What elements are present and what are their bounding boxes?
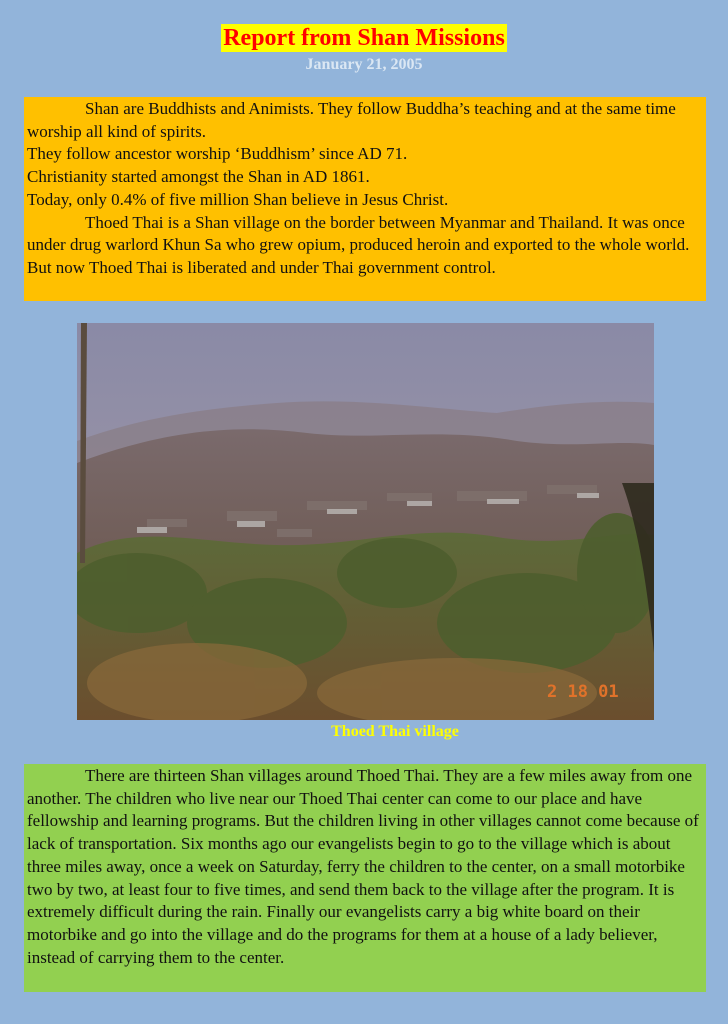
intro-paragraph: Thoed Thai is a Shan village on the border between Myanmar and Thailand. It was once under drug warlord Khun Sa who grew opium, produced heroin and exported to the whole world. But now Thoed Thai is liberated and under Thai government control. — [27, 212, 690, 277]
report-date: January 21, 2005 — [305, 56, 423, 73]
photo-date-stamp: 2 18 01 — [547, 682, 619, 702]
body-paragraph: There are thirteen Shan villages around Thoed Thai. They are a few miles away from one another. The children who live near our Thoed Thai center can come to our place and have fellowship and learning programs. But the children living in other villages cannot come because of lack of transportation. Six months ago our evangelists begin to go to the village which is about three miles away, once a week on Saturday, ferry the children to the center, on a small motorbike two by two, at least four to five times, and send them back to the village after the program. It is extremely difficult during the rain. Finally our evangelists carry a big white board on their motorbike and go into the village and do the programs for them at a house of a lady believer, instead of carrying them to the center. — [27, 766, 699, 967]
intro-paragraph: Christianity started amongst the Shan in AD 1861. — [27, 167, 370, 187]
page-title: Report from Shan Missions — [223, 25, 505, 51]
intro-paragraph: Today, only 0.4% of five million Shan believe in Jesus Christ. — [27, 189, 449, 209]
intro-text-box — [24, 97, 706, 301]
intro-paragraph: They follow ancestor worship ‘Buddhism’ since AD 71. — [27, 144, 408, 164]
village-photo — [77, 323, 654, 720]
intro-paragraph: Shan are Buddhists and Animists. They follow Buddha’s teaching and at the same time worship all kind of spirits. — [27, 99, 676, 141]
photo-caption: Thoed Thai village — [331, 723, 459, 740]
title-container — [0, 24, 728, 52]
body-text-box — [24, 764, 706, 992]
